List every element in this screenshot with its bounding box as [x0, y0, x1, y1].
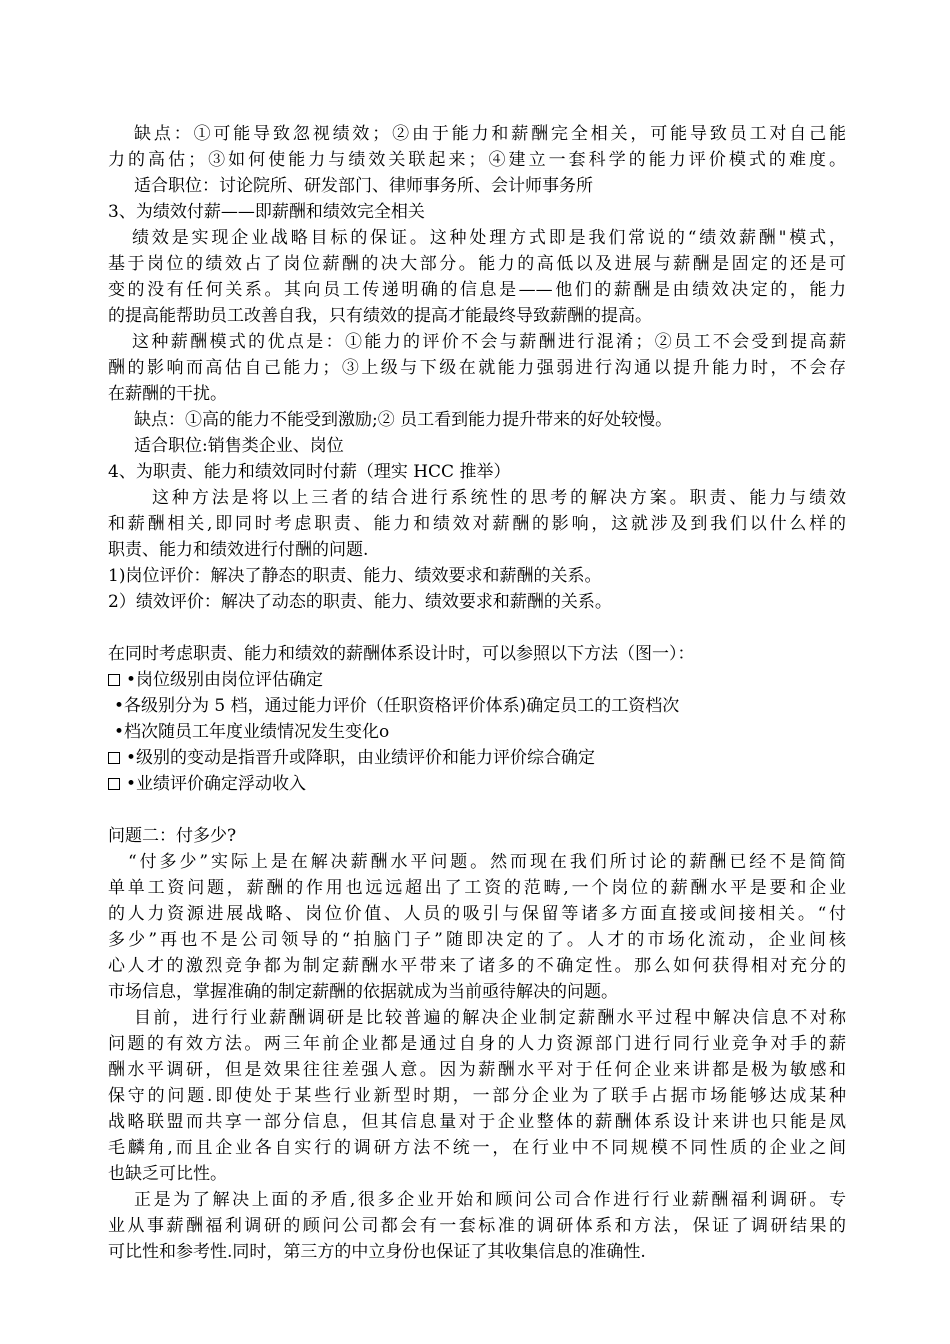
- paragraph-line: 适合职位：讨论院所、研发部门、律师事务所、会计师事务所: [134, 176, 593, 196]
- bullet-item: •档次随员工年度业绩情况发生变化o: [114, 722, 390, 742]
- paragraph-line: 这种薪酬模式的优点是：①能力的评价不会与薪酬进行混淆；②员工不会受到提高薪: [132, 332, 846, 352]
- paragraph-line: 力的高估；③如何使能力与绩效关联起来；④建立一套科学的能力评价模式的难度。: [108, 150, 846, 170]
- paragraph-line: 单单工资问题，薪酬的作用也远远超出了工资的范畴,一个岗位的薪酬水平是要和企业: [108, 878, 846, 898]
- paragraph-line: 也缺乏可比性。: [108, 1164, 227, 1184]
- paragraph-line: 可比性和参考性.同时，第三方的中立身份也保证了其收集信息的准确性.: [108, 1242, 646, 1262]
- paragraph-line: 正是为了解决上面的矛盾,很多企业开始和顾问公司合作进行行业薪酬福利调研。专: [134, 1190, 846, 1210]
- paragraph-line: 业从事薪酬福利调研的顾问公司都会有一套标准的调研体系和方法，保证了调研结果的: [108, 1216, 846, 1236]
- paragraph-line: 酬水平调研，但是效果往往差强人意。因为薪酬水平对于任何企业来讲都是极为敏感和: [108, 1060, 846, 1080]
- paragraph-line: 变的没有任何关系。其向员工传递明确的信息是——他们的薪酬是由绩效决定的，能力: [108, 280, 846, 300]
- paragraph-line: 多少”再也不是公司领导的“拍脑门子”随即决定的了。人才的市场化流动，企业间核: [108, 930, 846, 950]
- bullet-text: •业绩评价确定浮动收入: [126, 774, 307, 794]
- paragraph-line: 在同时考虑职责、能力和绩效的薪酬体系设计时，可以参照以下方法（图一）：: [108, 644, 695, 664]
- paragraph-line: 适合职位:销售类企业、岗位: [134, 436, 344, 456]
- paragraph-line: 的人力资源进展战略、岗位价值、人员的吸引与保留等诸多方面直接或间接相关。“付: [108, 904, 846, 924]
- paragraph-line: 缺点：①高的能力不能受到激励;② 员工看到能力提升带来的好处较慢。: [134, 410, 673, 430]
- paragraph-line: 在薪酬的干扰。: [108, 384, 227, 404]
- checkbox-square-icon: [108, 752, 120, 764]
- bullet-item: •各级别分为 5 档，通过能力评价（任职资格评价体系)确定员工的工资档次: [114, 696, 680, 716]
- section-heading-3: 3、为绩效付薪——即薪酬和绩效完全相关: [108, 202, 425, 222]
- paragraph-line: 目前，进行行业薪酬调研是比较普遍的解决企业制定薪酬水平过程中解决信息不对称: [134, 1008, 846, 1028]
- bullet-item: [108, 772, 846, 796]
- paragraph-line: 的提高能帮助员工改善自我，只有绩效的提高才能最终导致薪酬的提高。: [108, 306, 652, 326]
- paragraph-line: 这种方法是将以上三者的结合进行系统性的思考的解决方案。职责、能力与绩效: [152, 488, 846, 508]
- paragraph-line: 市场信息，掌握准确的制定薪酬的依据就成为当前亟待解决的问题。: [108, 982, 618, 1002]
- paragraph-line: 缺点：①可能导致忽视绩效；②由于能力和薪酬完全相关，可能导致员工对自己能: [134, 124, 846, 144]
- paragraph-line: “付多少”实际上是在解决薪酬水平问题。然而现在我们所讨论的薪酬已经不是简简: [128, 852, 846, 872]
- paragraph-line: 毛麟角,而且企业各自实行的调研方法不统一，在行业中不同规模不同性质的企业之间: [108, 1138, 846, 1158]
- bullet-item: [108, 668, 846, 692]
- paragraph-line: 问题的有效方法。两三年前企业都是通过自身的人力资源部门进行同行业竞争对手的薪: [108, 1034, 846, 1054]
- paragraph-line: 基于岗位的绩效占了岗位薪酬的决大部分。能力的高低以及进展与薪酬是固定的还是可: [108, 254, 846, 274]
- paragraph-line: 战略联盟而共享一部分信息，但其信息量对于企业整体的薪酬体系设计来讲也只能是凤: [108, 1112, 846, 1132]
- paragraph-line: 保守的问题.即使处于某些行业新型时期，一部分企业为了联手占据市场能够达成某种: [108, 1086, 846, 1106]
- paragraph-line: 和薪酬相关,即同时考虑职责、能力和绩效对薪酬的影响，这就涉及到我们以什么样的: [108, 514, 846, 534]
- bullet-text: •岗位级别由岗位评估确定: [126, 670, 324, 690]
- paragraph-line: 心人才的激烈竞争都为制定薪酬水平带来了诸多的不确定性。那么如何获得相对充分的: [108, 956, 846, 976]
- paragraph-line: 职责、能力和绩效进行付酬的问题.: [108, 540, 369, 560]
- list-item: 1)岗位评价：解决了静态的职责、能力、绩效要求和薪酬的关系。: [108, 566, 602, 586]
- bullet-item: [108, 746, 846, 770]
- section-heading-question-2: 问题二：付多少?: [108, 826, 237, 846]
- bullet-text: •级别的变动是指晋升或降职，由业绩评价和能力评价综合确定: [126, 748, 596, 768]
- section-heading-4: 4、为职责、能力和绩效同时付薪（理实 HCC 推举）: [108, 462, 511, 482]
- checkbox-square-icon: [108, 674, 120, 686]
- list-item: 2）绩效评价：解决了动态的职责、能力、绩效要求和薪酬的关系。: [108, 592, 612, 612]
- paragraph-line: 绩效是实现企业战略目标的保证。这种处理方式即是我们常说的“绩效薪酬"模式，: [132, 228, 846, 248]
- checkbox-square-icon: [108, 778, 120, 790]
- paragraph-line: 酬的影响而高估自己能力；③上级与下级在就能力强弱进行沟通以提升能力时，不会存: [108, 358, 846, 378]
